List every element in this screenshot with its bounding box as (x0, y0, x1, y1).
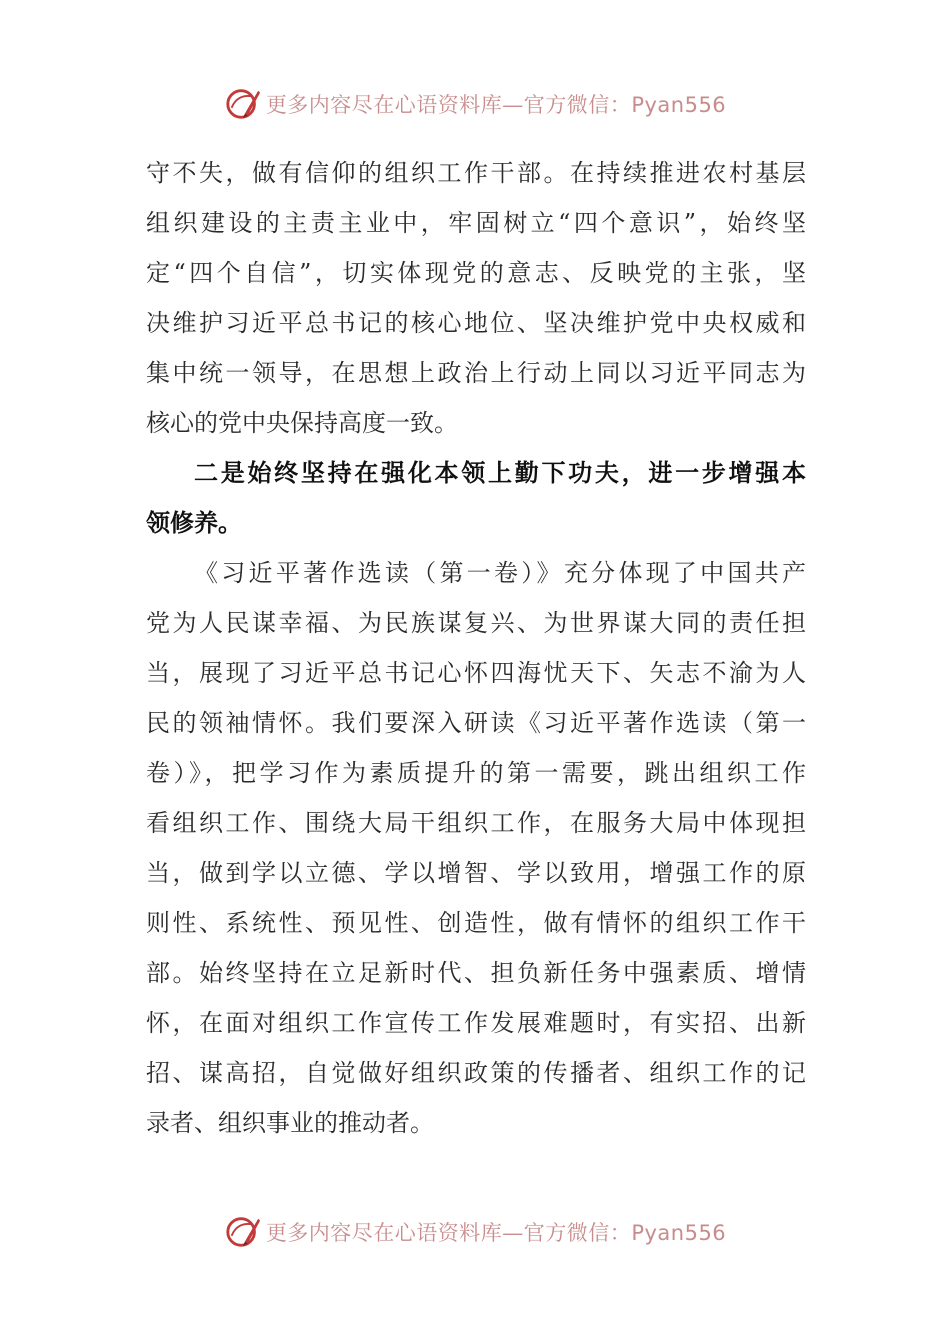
text-line: 核心的党中央保持高度一致。 (146, 409, 458, 437)
document-body (146, 148, 806, 1148)
section-heading (146, 448, 806, 548)
text-line: 集中统一领导，在思想上政治上行动上同以习近平同志为 (146, 359, 806, 387)
text-line: 录者、组织事业的推动者。 (146, 1109, 434, 1137)
paragraph-continuation (146, 148, 806, 448)
footer-watermark-banner (0, 1210, 950, 1254)
footer-watermark-text: 更多内容尽在心语资料库—官方微信：Pyan556 (265, 1221, 727, 1245)
text-line: 组织建设的主责主业中，牢固树立“四个意识”，始终坚 (146, 209, 806, 237)
paragraph-body (146, 548, 806, 1148)
text-line: 当，做到学以立德、学以增智、学以致用，增强工作的原 (146, 859, 806, 887)
text-line: 招、谋高招，自觉做好组织政策的传播者、组织工作的记 (146, 1059, 806, 1087)
text-line: 定“四个自信”，切实体现党的意志、反映党的主张，坚 (146, 259, 806, 287)
text-line: 党为人民谋幸福、为民族谋复兴、为世界谋大同的责任担 (146, 609, 806, 637)
pen-logo-icon (224, 1213, 262, 1251)
text-line: 《习近平著作选读（第一卷）》充分体现了中国共产 (194, 559, 806, 587)
header-watermark-banner (0, 82, 950, 126)
text-line: 当，展现了习近平总书记心怀四海忧天下、矢志不渝为人 (146, 659, 806, 687)
text-line: 怀，在面对组织工作宣传工作发展难题时，有实招、出新 (146, 1009, 806, 1037)
text-line: 守不失，做有信仰的组织工作干部。在持续推进农村基层 (146, 159, 806, 187)
text-line: 看组织工作、围绕大局干组织工作，在服务大局中体现担 (146, 809, 806, 837)
pen-logo-icon (224, 85, 262, 123)
header-watermark-text: 更多内容尽在心语资料库—官方微信：Pyan556 (265, 93, 727, 117)
text-line: 则性、系统性、预见性、创造性，做有情怀的组织工作干 (146, 909, 806, 937)
text-line: 决维护习近平总书记的核心地位、坚决维护党中央权威和 (146, 309, 806, 337)
heading-line: 领修养。 (146, 509, 242, 537)
text-line: 部。始终坚持在立足新时代、担负新任务中强素质、增情 (146, 959, 806, 987)
text-line: 民的领袖情怀。我们要深入研读《习近平著作选读（第一 (146, 709, 806, 737)
heading-line: 二是始终坚持在强化本领上勤下功夫，进一步增强本 (194, 459, 806, 487)
text-line: 卷）》，把学习作为素质提升的第一需要，跳出组织工作 (146, 759, 806, 787)
